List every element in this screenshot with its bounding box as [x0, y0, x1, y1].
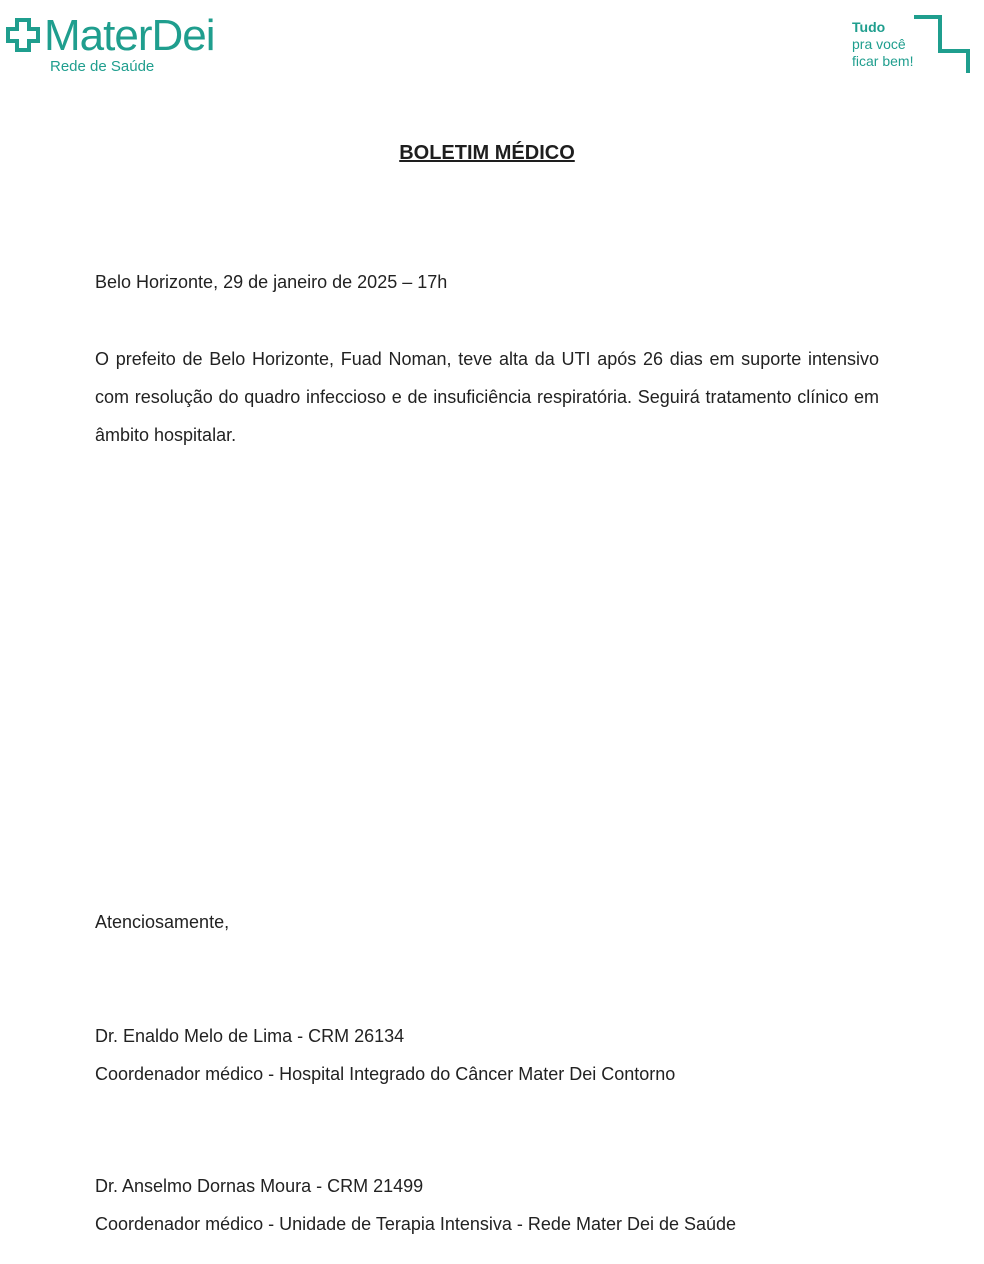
brand-name: MaterDei — [44, 11, 215, 60]
medical-cross-icon — [6, 18, 40, 52]
closing: Atenciosamente, — [95, 912, 230, 932]
slogan-line-1: Tudo — [852, 19, 886, 35]
signature-1-role: Coordenador médico - Hospital Integrado do Câncer Mater Dei Contorno — [95, 1064, 676, 1084]
slogan-line-3: ficar bem! — [852, 53, 914, 69]
slogan — [852, 19, 972, 75]
bulletin-paragraph: O prefeito de Belo Horizonte, Fuad Noman, teve alta da UTI após 26 dias em suporte intensivo com resolução do quadro infeccioso e de insuficiência respiratória. Seguirá tratamento clínico em âmbito hospitalar. — [95, 349, 879, 445]
signature-2-role: Coordenador médico - Unidade de Terapia Intensiva - Rede Mater Dei de Saúde — [95, 1214, 737, 1234]
document-title: BOLETIM MÉDICO — [399, 142, 575, 164]
signature-1-name: Dr. Enaldo Melo de Lima - CRM 26134 — [95, 1026, 405, 1046]
bracket-icon — [910, 15, 972, 75]
brand-subtitle: Rede de Saúde — [50, 58, 155, 75]
signature-2-name: Dr. Anselmo Dornas Moura - CRM 21499 — [95, 1176, 424, 1196]
date-line: Belo Horizonte, 29 de janeiro de 2025 – 17h — [95, 272, 448, 292]
slogan-line-2: pra você — [852, 36, 906, 52]
